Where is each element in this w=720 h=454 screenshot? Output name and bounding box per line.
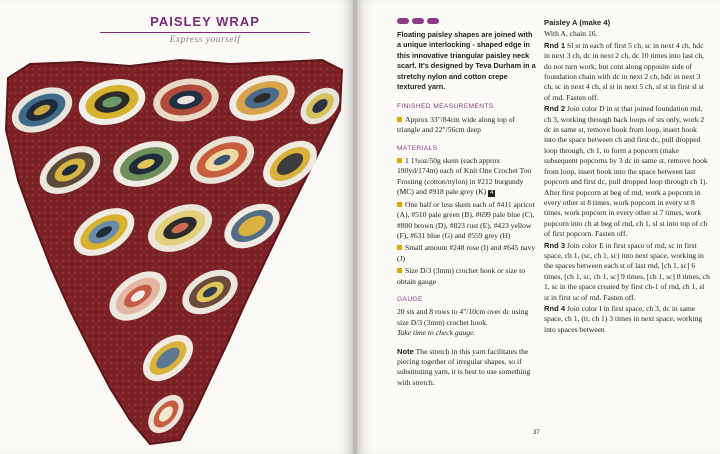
paisley-wrap-photo bbox=[0, 0, 353, 454]
finished-text: Approx 33"/84cm wide along top of triangle and 22"/56cm deep bbox=[397, 114, 516, 135]
instructions-column bbox=[544, 18, 710, 336]
round-4-label: Rnd 4 bbox=[544, 303, 566, 313]
round-2-text: Join color D in st that joined foundation rnd, ch 3, working through back loops of sts only, work 2 dc in same st, remove hook from loop, insert hook into the space between ch and first dc, pull dropped loop through, ch 1, to form a popcorn (make subsequent popcorns by 3 dc in same st, remove hook from loop, insert hook into the space between last popcorn and first dc, pull dropped loop through ch 1). After first popcorn at beg of rnd, work a popcorn in every other st 8 times, work popcorn in every st 8 times, work popcorn in every other st 7 times, work popcorn into ch at beg of rnd, ch 1, sl st into top of ch of first popcorn. Fasten off. bbox=[544, 104, 708, 239]
page-number: 37 bbox=[533, 430, 540, 436]
round-4 bbox=[544, 304, 710, 335]
round-3 bbox=[544, 241, 710, 303]
materials-text-2: One half or less skein each of #411 apricot (A), #510 pale green (B), #699 pale blue (C), #800 brown (D), #823 rust (E), #423 yellow (F), #631 blue (G) and #559 grey (H) bbox=[397, 199, 535, 240]
bullet-icon bbox=[397, 158, 402, 163]
gauge-text bbox=[397, 307, 537, 338]
note-block bbox=[397, 347, 537, 389]
bullet-icon bbox=[397, 202, 402, 207]
bullet-icon bbox=[397, 117, 402, 122]
materials-item-1 bbox=[397, 156, 537, 198]
bar-3 bbox=[427, 18, 439, 24]
finished-item bbox=[397, 115, 537, 136]
decorative-bars bbox=[397, 18, 537, 24]
page-title: PAISLEY WRAP bbox=[150, 14, 260, 29]
round-1-label: Rnd 1 bbox=[544, 40, 566, 50]
round-3-label: Rnd 3 bbox=[544, 240, 566, 250]
finished-heading: FINISHED MEASUREMENTS bbox=[397, 103, 494, 111]
bar-2 bbox=[412, 18, 424, 24]
round-1-text: Sl st in each of first 5 ch, sc in next 4 ch, hdc in next 3 ch, dc in next 2 ch, dc 10 times into last ch, do not turn work, but cont along opposite side of foundation chain with dc in next 2 ch, hdc in next 3 ch, sc in next 4 ch, sl st in next 5 ch, sl st in first sl st of rnd. Fasten off. bbox=[544, 40, 705, 102]
yarn-weight-icon: 4 bbox=[490, 190, 494, 197]
round-3-text: Join color E in first space of rnd, sc in first space, ch 1, (sc, ch 1, sc) into next space, working in the spaces between each st of last rnd, [ch 1, sc] 6 times, [ch 1, sc, ch 1, sc] 9 times, [ch 1, sc] 8 times, ch 1, sc in the space created by first ch-1 of rnd, ch 1, sl st in first sc of rnd. Fasten off. bbox=[544, 240, 710, 302]
paisley-a-chain: With A, chain 16. bbox=[544, 29, 598, 39]
gauge-heading: GAUGE bbox=[397, 295, 423, 303]
materials-item-4 bbox=[397, 266, 537, 287]
materials-text-1: 1 1¾oz/50g skein (each approx 190yd/174m) each of Knit One Crochet Too Frosting (cotton/nylon) in #212 burgundy (MC) and #918 pale grey (K) bbox=[397, 156, 532, 197]
round-4-text: Join color I in first space, ch 3, dc in same space, ch 1, (tr, ch 1) 3 times in next space, working into spaces between bbox=[544, 303, 703, 334]
bullet-icon bbox=[397, 268, 402, 273]
bullet-icon bbox=[397, 245, 402, 250]
round-2-label: Rnd 2 bbox=[544, 104, 566, 114]
materials-text-4: Size D/3 (3mm) crochet hook or size to obtain gauge bbox=[397, 266, 525, 286]
gauge-body: 20 sts and 8 rows to 4"/10cm over dc using size D/3 (3mm) crochet hook. bbox=[397, 307, 529, 327]
note-label: Note bbox=[397, 346, 414, 356]
materials-text-3: Small amount #248 rose (I) and #645 navy (J) bbox=[397, 243, 536, 263]
intro-text: Floating paisley shapes are joined with a unique interlocking - shaped edge in this innovative triangular paisley neck scarf. It's designed by Teva Durham in a stretchy nylon and cotton crepe textured yarn. bbox=[397, 30, 536, 92]
gauge-check: Take time to check gauge. bbox=[397, 328, 476, 338]
round-1 bbox=[544, 41, 710, 103]
materials-item-3 bbox=[397, 243, 537, 264]
right-page bbox=[357, 0, 720, 454]
note-text: The stretch in this yarn facilitates the piecing together of irregular shapes, so if substituting yarn, it is best to use something with stretch. bbox=[397, 346, 531, 387]
bar-1 bbox=[397, 18, 409, 24]
materials-item-2 bbox=[397, 200, 537, 242]
page-subtitle: Express yourself bbox=[169, 35, 241, 45]
materials-heading: MATERIALS bbox=[397, 144, 438, 152]
paisley-a-title: Paisley A (make 4) bbox=[544, 18, 611, 27]
materials-column bbox=[397, 18, 537, 390]
round-2 bbox=[544, 104, 710, 239]
left-page bbox=[0, 0, 353, 454]
